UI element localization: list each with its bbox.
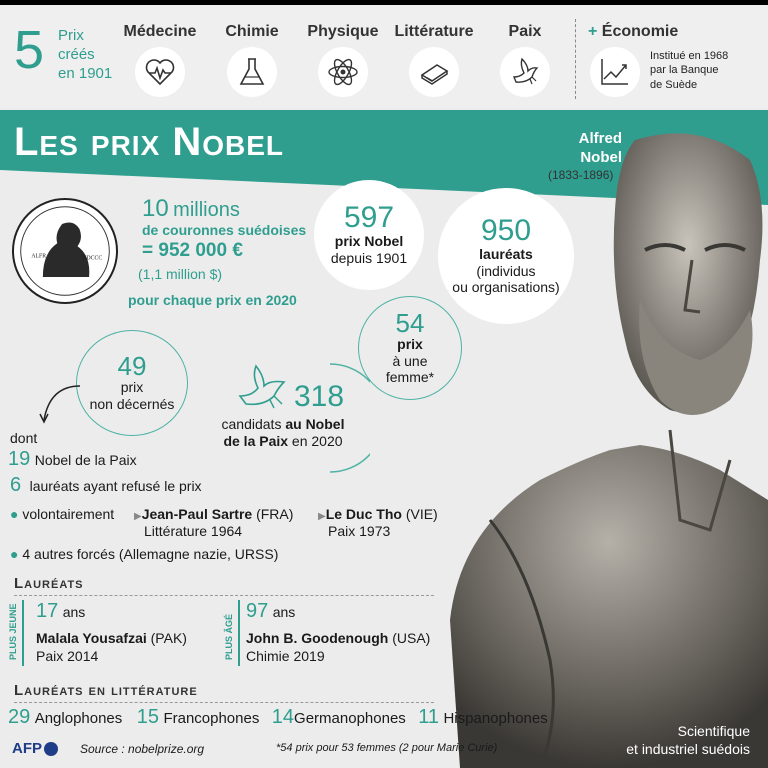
literature-divider [14,702,434,703]
prize-money-usd: (1,1 million $) [138,266,223,282]
heartbeat-icon [135,47,185,97]
economy-note: Institué en 1968 par la Banque de Suède [650,50,729,91]
footnote: *54 prix pour 53 femmes (2 pour Marie Curie) [276,742,498,754]
list-item: 14Germanophones [271,706,406,728]
flask-icon [227,47,277,97]
youngest-tag: PLUS JEUNE [8,603,18,660]
dont-label: dont [10,430,38,446]
nobel-name: Alfred Nobel [578,130,622,166]
prize-count-text: Prix créés en 1901 [58,27,113,82]
oldest-prize: Chimie 2019 [246,648,325,664]
afp-logo: AFP [12,740,58,757]
laureates-title: Lauréats [14,575,84,592]
dove-icon [500,47,550,97]
tho-entry: ▶Le Duc Tho (VIE) Paix 1973 [318,506,438,539]
medal-image [12,198,118,304]
stat-prizes: 597 prix Nobel depuis 1901 [314,180,424,290]
youngest-name: Malala Yousafzai (PAK) [36,630,187,646]
top-bar [0,0,768,108]
portrait-caption: Scientifique et industriel suédois [626,723,750,758]
oldest-name: John B. Goodenough (USA) [246,630,431,646]
economy-label: + Économie [588,23,679,40]
youngest-bar [22,600,24,666]
sartre-entry: ▶Jean-Paul Sartre (FRA) Littérature 1964 [134,506,294,539]
category-chimie: Chimie [212,23,292,97]
stat-women: 54 prix à une femme* [358,296,462,400]
divider [575,19,576,99]
book-icon [409,47,459,97]
stat-not-awarded: 49 prix non décernés [76,330,188,436]
prize-count: 5 [14,20,45,80]
refused-count: 6 lauréats ayant refusé le prix [10,474,202,496]
svg-text:ALFR: ALFR [31,253,47,260]
page-title: Les prix Nobel [14,120,285,164]
source: Source : nobelprize.org [80,742,205,756]
prize-money-per-prize: pour chaque prix en 2020 [128,292,297,308]
stat-candidates-num: 318 [294,380,345,413]
prize-money-amount: 10 millions [142,195,240,222]
literature-list [8,706,548,729]
svg-text:MDCCC: MDCCC [81,255,103,262]
laureates-divider [14,595,434,596]
stat-laureates: 950 lauréats (individus ou organisations) [438,188,574,324]
atom-icon [318,47,368,97]
dove-icon [236,362,292,412]
category-litterature: Littérature [394,23,474,97]
oldest-tag: PLUS ÂGÉ [224,613,234,660]
list-item: 29 Anglophones [8,706,123,728]
stat-candidates-label: candidats au Nobel de la Paix en 2020 [221,416,345,449]
youngest-prize: Paix 2014 [36,648,99,664]
prize-money-currency: de couronnes suédoises [142,222,307,238]
rising-chart-icon [590,47,640,97]
oldest-age: 97 ans [246,600,296,622]
category-paix: Paix [485,23,565,97]
category-physique: Physique [303,23,383,97]
arrow-icon [36,380,86,430]
youngest-age: 17 ans [36,600,86,622]
list-item: 11 Hispanophones [418,706,548,728]
nobel-years: (1833-1896) [548,168,614,182]
category-medecine: Médecine [120,23,200,97]
oldest-bar [238,600,240,666]
voluntary-label: ● volontairement [10,506,115,522]
literature-title: Lauréats en littérature [14,682,198,699]
list-item: 15 Francophones [136,706,260,728]
prize-money-euro: = 952 000 € [142,240,243,261]
peace-not-awarded: 19 Nobel de la Paix [8,448,137,470]
forced-label: ● 4 autres forcés (Allemagne nazie, URSS) [10,546,279,562]
